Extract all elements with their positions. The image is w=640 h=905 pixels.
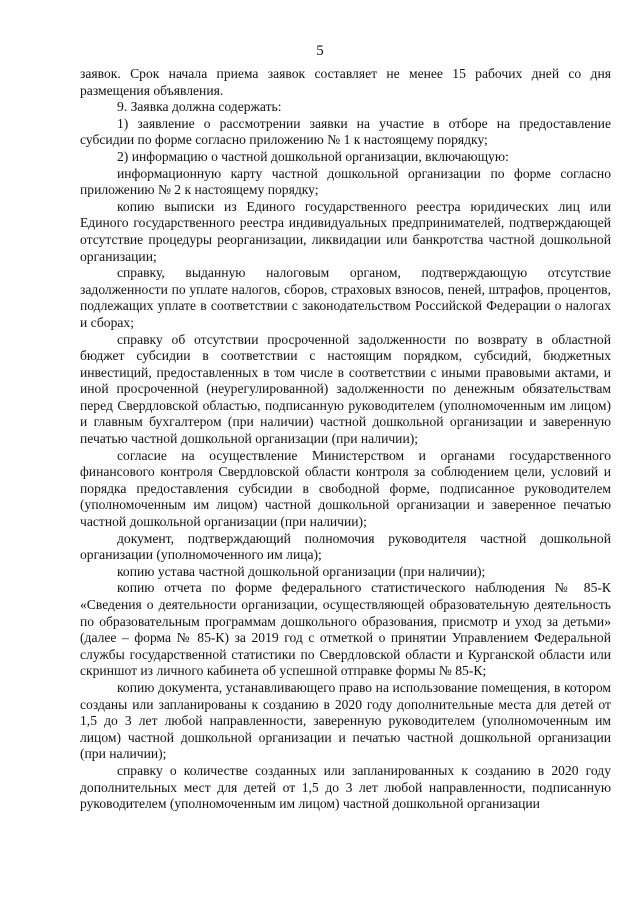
paragraph-control-consent: согласие на осуществление Министерством и органами государственного финансового контроля Свердловской области контроля за соблюдением цели, условий и порядка предоставления субсидии в свободной форме, подписанное руководителем (уполномоченным им лицом) частной дошкольной организации и заверенное печатью частной дошкольной организации (при наличии);: [80, 447, 611, 530]
paragraph-subitem-2: 2) информацию о частной дошкольной организации, включающую:: [117, 148, 509, 164]
paragraph-item-9-heading: 9. Заявка должна содержать:: [117, 99, 282, 115]
paragraph-premises-document: копию документа, устанавливающего право на использование помещения, в котором созданы или запланированы к созданию в 2020 году дополнительные места для детей от 1,5 до 3 лет любой направленности, заверенную руководителем (уполномоченным им лицом) частной дошкольной организации и печатью частной дошкольной организации (при наличии);: [80, 679, 611, 762]
paragraph-form-85k-report: копию отчета по форме федерального статистического наблюдения № 85-К «Сведения о деятельности организации, осуществляющей образовательную деятельность по образовательным программам дошкольного образования, присмотр и уход за детьми» (далее – форма № 85-К) за 2019 год с отметкой о принятии Управлением Федеральной службы государственной статистики по Свердловской области и Курганской области или скриншот из личного кабинета об успешной отправке формы № 85-К;: [80, 580, 611, 679]
paragraph-charter-copy: копию устава частной дошкольной организации (при наличии);: [117, 563, 486, 579]
paragraph-places-certificate: справку о количестве созданных или запланированных к созданию в 2020 году дополнительных мест для детей от 1,5 до 3 лет любой направленности, подписанную руководителем (уполномоченным им лицом) частной дошкольной организации: [80, 762, 611, 812]
document-body: [80, 66, 611, 813]
paragraph-tax-certificate: справку, выданную налоговым органом, подтверждающую отсутствие задолженности по уплате налогов, сборов, страховых взносов, пеней, штрафов, процентов, подлежащих уплате в соответствии с законодательством Российской Федерации о налогах и сборах;: [80, 265, 611, 330]
paragraph-authority-document: документ, подтверждающий полномочия руководителя частной дошкольной организации (уполномоченного им лица);: [80, 530, 611, 563]
paragraph-info-card: информационную карту частной дошкольной организации по форме согласно приложению № 2 к настоящему порядку;: [80, 165, 611, 198]
paragraph-subitem-1: 1) заявление о рассмотрении заявки на участие в отборе на предоставление субсидии по форме согласно приложению № 1 к настоящему порядку;: [80, 115, 611, 148]
paragraph-registry-extract: копию выписки из Единого государственного реестра юридических лиц или Единого государственного реестра индивидуальных предпринимателей, подтверждающей отсутствие процедуры реорганизации, ликвидации или банкротства частной дошкольной организации;: [80, 198, 611, 264]
page-number: 5: [316, 43, 324, 59]
paragraph-continuation: заявок. Срок начала приема заявок составляет не менее 15 рабочих дней со дня размещения объявления.: [80, 66, 611, 98]
paragraph-debt-certificate: справку об отсутствии просроченной задолженности по возврату в областной бюджет субсидии в соответствии с настоящим порядком, субсидий, бюджетных инвестиций, предоставленных в том числе в соответствии с иными правовыми актами, и иной просроченной (неурегулированной) задолженности по денежным обязательствам перед Свердловской областью, подписанную руководителем (уполномоченным им лицом) и главным бухгалтером (при наличии) частной дошкольной организации и заверенную печатью частной дошкольной организации (при наличии);: [80, 331, 611, 447]
